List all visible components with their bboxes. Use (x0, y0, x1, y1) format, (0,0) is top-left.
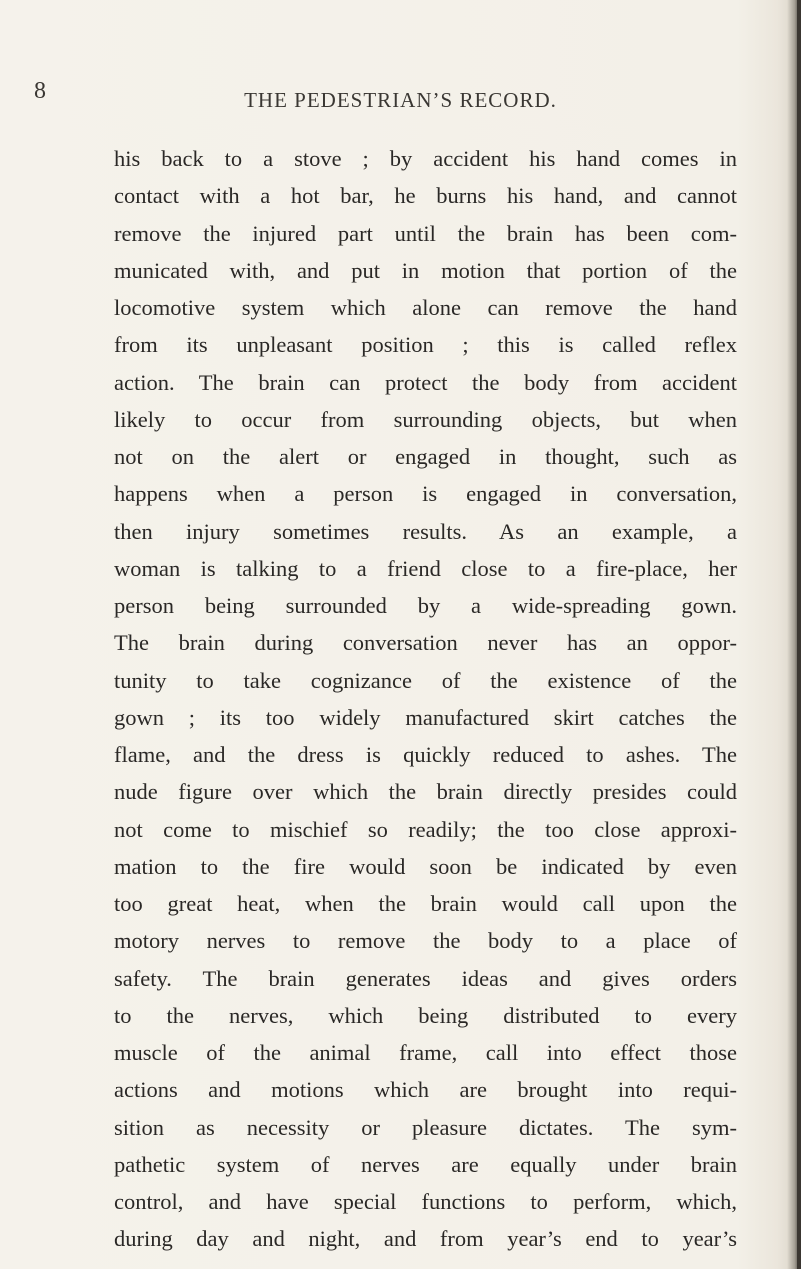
text-line: muscle of the animal frame, call into effect those (114, 1040, 737, 1065)
text-line: flame, and the dress is quickly reduced to ashes. The (114, 742, 737, 767)
text-line: remove the injured part until the brain has been com- (114, 220, 737, 246)
text-line: person being surrounded by a wide-spreading gown. (114, 593, 737, 618)
body-text (114, 140, 737, 1258)
text-line: then injury sometimes results. As an example, a (114, 518, 737, 544)
text-line: safety. The brain generates ideas and gives orders (114, 965, 737, 991)
text-line: tunity to take cognizance of the existence of the (114, 667, 737, 693)
text-line: contact with a hot bar, he burns his hand, and cannot (114, 183, 737, 209)
text-line: action. The brain can protect the body from accident (114, 369, 737, 395)
text-line: The brain during conversation never has an oppor- (114, 630, 737, 656)
text-line: gown ; its too widely manufactured skirt catches the (114, 704, 737, 730)
page-number: 8 (34, 78, 46, 104)
text-line: happens when a person is engaged in conversation, (114, 481, 737, 507)
text-line: to the nerves, which being distributed to every (114, 1002, 737, 1028)
text-line: pathetic system of nerves are equally under brain (114, 1151, 737, 1177)
text-line: nude figure over which the brain directly presides could (114, 779, 737, 805)
text-line: his back to a stove ; by accident his hand comes in (114, 146, 737, 171)
text-line: likely to occur from surrounding objects, but when (114, 406, 737, 432)
text-line: woman is talking to a friend close to a fire-place, her (114, 555, 737, 581)
text-line: municated with, and put in motion that portion of the (114, 257, 737, 283)
page-edge (797, 0, 801, 1269)
running-head: THE PEDESTRIAN’S RECORD. (244, 88, 557, 112)
text-line: locomotive system which alone can remove the hand (114, 295, 737, 320)
text-line: sition as necessity or pleasure dictates. The sym- (114, 1114, 737, 1140)
text-line: control, and have special functions to perform, which, (114, 1189, 737, 1214)
text-line: during day and night, and from year’s end to year’s (114, 1226, 737, 1252)
text-line: not come to mischief so readily; the too close approxi- (114, 816, 737, 842)
text-line: motory nerves to remove the body to a place of (114, 928, 737, 954)
text-line: not on the alert or engaged in thought, such as (114, 444, 737, 469)
text-line: mation to the fire would soon be indicated by even (114, 853, 737, 879)
text-line: actions and motions which are brought into requi- (114, 1077, 737, 1103)
text-line: too great heat, when the brain would call upon the (114, 891, 737, 916)
text-line: from its unpleasant position ; this is called reflex (114, 332, 737, 358)
